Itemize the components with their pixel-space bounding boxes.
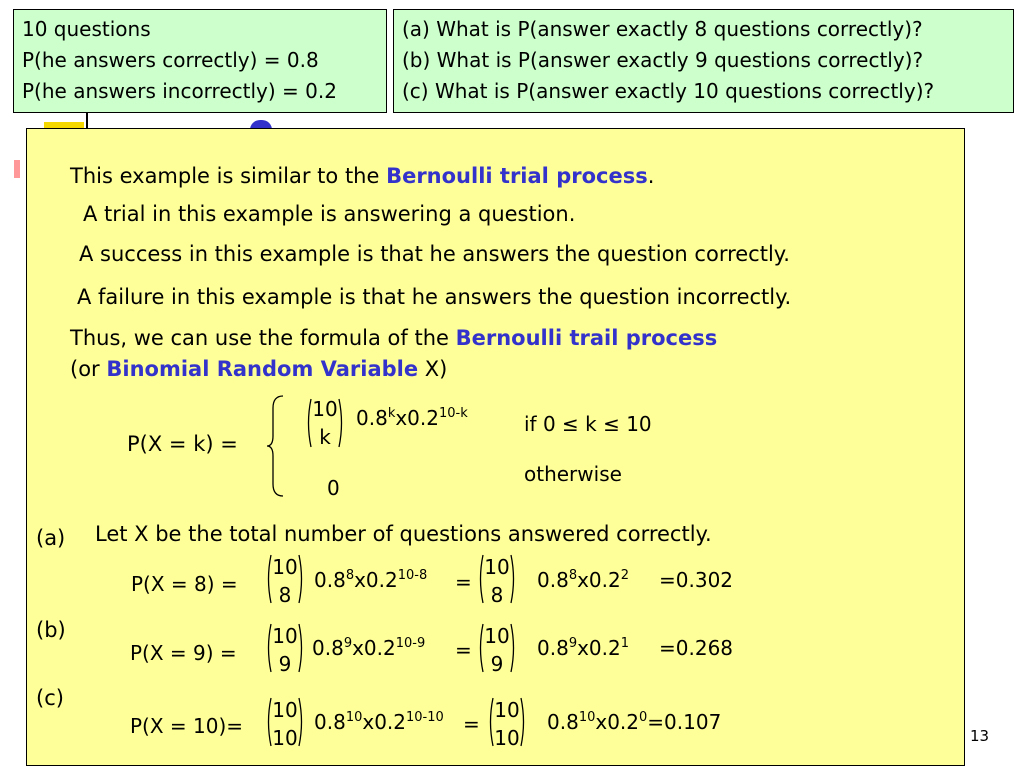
part-c-term2 bbox=[547, 707, 721, 738]
part-b-mid: x0.2 bbox=[352, 636, 396, 660]
part-a-term bbox=[314, 565, 427, 596]
part-a-result: =0.302 bbox=[659, 568, 734, 592]
part-a-exp: 8 bbox=[345, 568, 355, 583]
term-base: 0.8 bbox=[356, 406, 388, 430]
part-b-result: =0.268 bbox=[659, 636, 734, 660]
part-b-k: 9 bbox=[278, 652, 292, 676]
question-b: (b) What is P(answer exactly 9 questions correctly)? bbox=[402, 48, 924, 72]
part-a-eq: = bbox=[455, 570, 472, 594]
part-b-binom bbox=[265, 622, 305, 674]
bernoulli-trail-link: Bernoulli trail process bbox=[455, 326, 718, 350]
part-b-base2: 0.8 bbox=[537, 636, 569, 660]
decorative-mark bbox=[14, 160, 20, 178]
intro-line bbox=[70, 163, 654, 189]
or-line bbox=[70, 356, 447, 382]
page-number: 13 bbox=[970, 727, 990, 745]
part-a-binom2 bbox=[477, 553, 517, 605]
part-c-exp4: 0 bbox=[639, 710, 648, 725]
part-b-exp2: 10-9 bbox=[395, 636, 426, 651]
part-c-exp3: 10 bbox=[578, 710, 596, 725]
part-c-mid: x0.2 bbox=[362, 710, 407, 734]
label-b: (b) bbox=[36, 618, 66, 642]
part-b-eq: = bbox=[455, 638, 472, 662]
trial-line: A trial in this example is answering a question. bbox=[83, 202, 576, 226]
questions-box bbox=[393, 9, 1014, 113]
part-c-base: 0.8 bbox=[314, 710, 346, 734]
part-b-base: 0.8 bbox=[312, 636, 344, 660]
part-a-mid2: x0.2 bbox=[577, 568, 621, 592]
part-a-exp4: 2 bbox=[620, 568, 630, 583]
failure-line: A failure in this example is that he answers the question incorrectly. bbox=[77, 285, 792, 309]
given-line-1: 10 questions bbox=[22, 17, 151, 41]
part-a-exp3: 8 bbox=[568, 568, 578, 583]
intro-text: This example is similar to the bbox=[70, 164, 387, 188]
part-c-n2: 10 bbox=[494, 698, 520, 722]
case1-condition: if 0 ≤ k ≤ 10 bbox=[524, 412, 652, 436]
given-box bbox=[13, 9, 387, 113]
part-b-mid2: x0.2 bbox=[577, 636, 621, 660]
part-a-base: 0.8 bbox=[314, 568, 346, 592]
part-c-mid2: x0.2 bbox=[595, 710, 640, 734]
success-line: A success in this example is that he answers the question correctly. bbox=[79, 242, 790, 266]
part-c-k2: 10 bbox=[494, 726, 520, 750]
term-mid: x0.2 bbox=[395, 406, 439, 430]
solution-box bbox=[26, 128, 965, 766]
intro-period: . bbox=[647, 164, 655, 188]
thus-text: Thus, we can use the formula of the bbox=[70, 326, 456, 350]
or-post-text: X) bbox=[418, 357, 448, 381]
part-a-k2: 8 bbox=[490, 583, 504, 607]
part-c-exp2: 10-10 bbox=[406, 710, 444, 725]
part-a-exp2: 10-8 bbox=[397, 568, 428, 583]
given-line-2: P(he answers correctly) = 0.8 bbox=[22, 48, 319, 72]
part-b-lhs: P(X = 9) = bbox=[130, 641, 237, 665]
bernoulli-trial-link: Bernoulli trial process bbox=[386, 164, 648, 188]
binomial-rv-link: Binomial Random Variable bbox=[106, 357, 419, 381]
part-a-mid: x0.2 bbox=[354, 568, 398, 592]
part-b-term2 bbox=[537, 633, 629, 664]
curly-brace bbox=[265, 394, 287, 498]
case2-condition: otherwise bbox=[524, 462, 622, 486]
part-c-n: 10 bbox=[272, 698, 298, 722]
part-b-exp: 9 bbox=[343, 636, 353, 651]
or-text: (or bbox=[70, 357, 107, 381]
binom-general bbox=[305, 397, 345, 449]
term-exp2: 10-k bbox=[439, 406, 468, 421]
part-c-binom2 bbox=[487, 696, 527, 748]
part-c-result: =0.107 bbox=[647, 710, 722, 734]
part-c-lhs: P(X = 10)= bbox=[130, 714, 244, 738]
part-c-k: 10 bbox=[272, 726, 298, 750]
part-b-exp3: 9 bbox=[568, 636, 578, 651]
part-b-n: 10 bbox=[272, 624, 298, 648]
part-c-binom bbox=[265, 696, 305, 748]
part-c-exp: 10 bbox=[345, 710, 363, 725]
given-line-3: P(he answers incorrectly) = 0.2 bbox=[22, 79, 337, 103]
formula-term bbox=[356, 403, 468, 434]
part-a-binom bbox=[265, 553, 305, 605]
question-c: (c) What is P(answer exactly 10 questions correctly)? bbox=[402, 79, 935, 103]
part-b-exp4: 1 bbox=[620, 636, 630, 651]
part-a-term2 bbox=[537, 565, 629, 596]
label-c: (c) bbox=[36, 686, 64, 710]
binom-n: 10 bbox=[312, 397, 338, 421]
part-c-term bbox=[314, 707, 444, 738]
formula-lhs: P(X = k) = bbox=[127, 432, 238, 456]
part-a-lhs: P(X = 8) = bbox=[131, 572, 238, 596]
part-b-term bbox=[312, 633, 425, 664]
part-a-n: 10 bbox=[272, 555, 298, 579]
part-a-k: 8 bbox=[278, 583, 292, 607]
label-a: (a) bbox=[36, 526, 66, 550]
part-b-n2: 10 bbox=[484, 624, 510, 648]
term-exp: k bbox=[387, 406, 396, 421]
thus-line bbox=[70, 325, 717, 351]
question-a: (a) What is P(answer exactly 8 questions correctly)? bbox=[402, 17, 923, 41]
part-a-n2: 10 bbox=[484, 555, 510, 579]
binom-k: k bbox=[319, 425, 331, 449]
let-x-line: Let X be the total number of questions answered correctly. bbox=[95, 522, 712, 546]
part-c-eq: = bbox=[463, 712, 480, 736]
part-a-base2: 0.8 bbox=[537, 568, 569, 592]
part-b-k2: 9 bbox=[490, 652, 504, 676]
part-c-base2: 0.8 bbox=[547, 710, 579, 734]
case2-zero: 0 bbox=[327, 476, 340, 500]
part-b-binom2 bbox=[477, 622, 517, 674]
